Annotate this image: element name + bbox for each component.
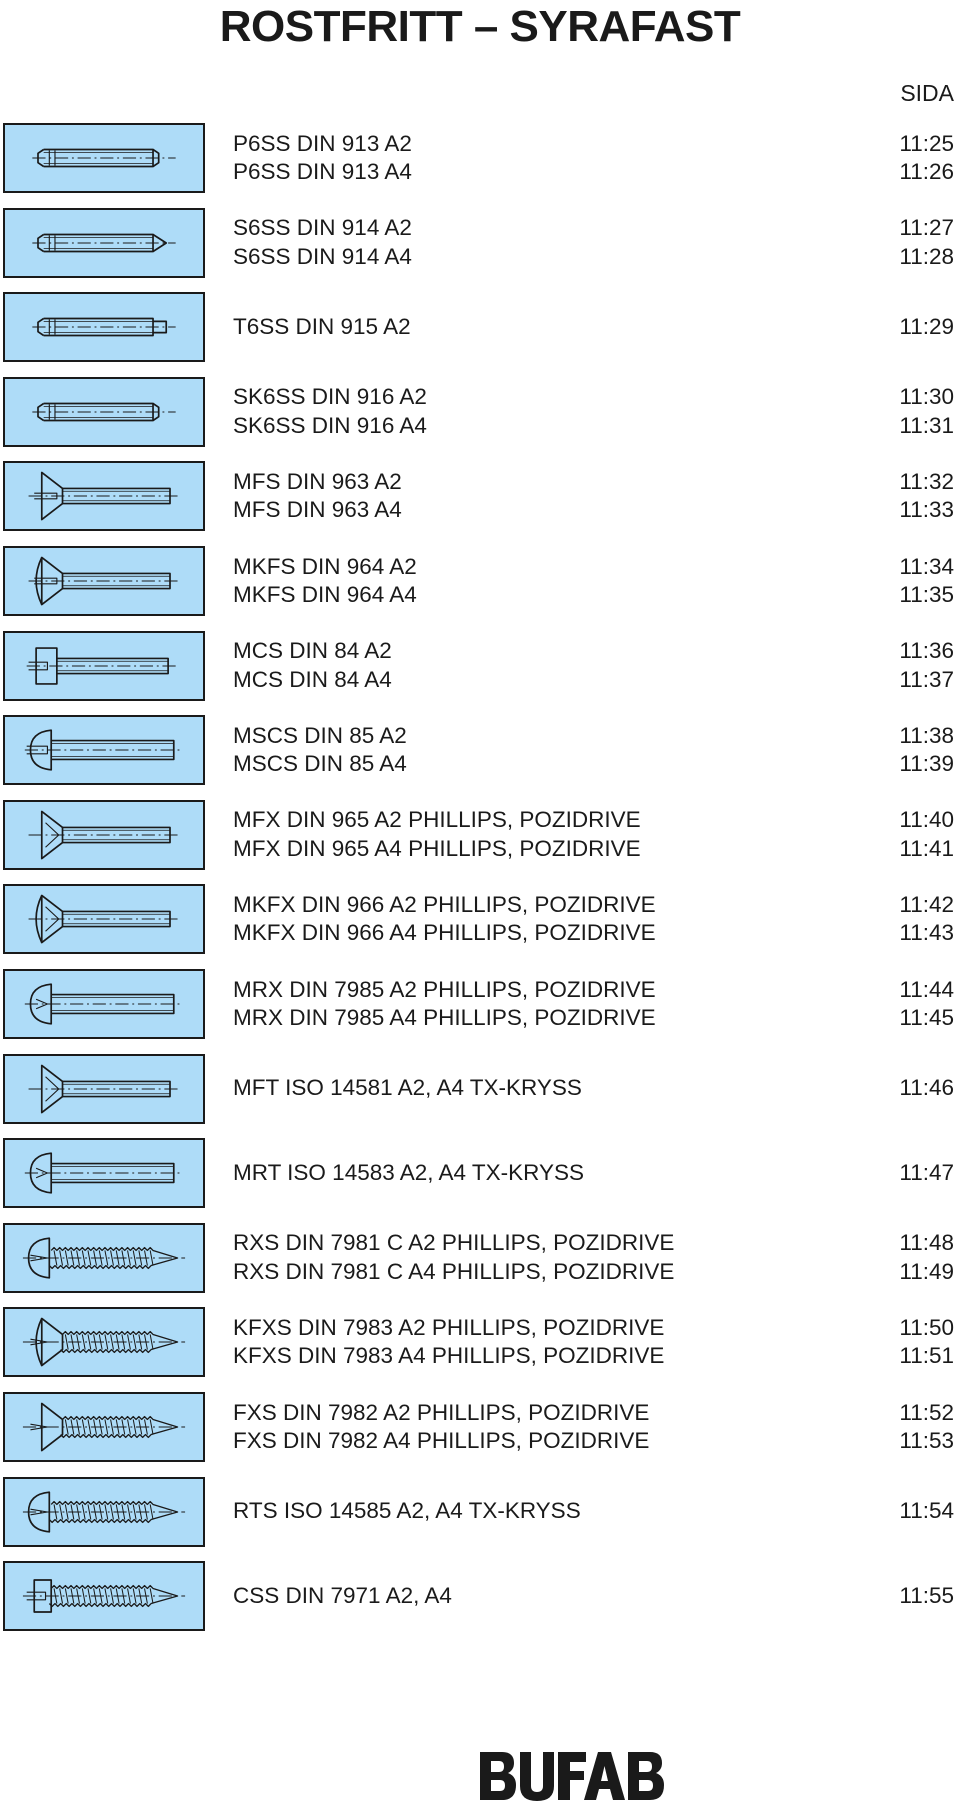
product-row xyxy=(0,800,960,874)
page-reference: 11:37 xyxy=(899,666,954,692)
product-line xyxy=(233,1314,954,1343)
product-thumbnail xyxy=(3,884,205,954)
product-row xyxy=(0,1054,960,1128)
product-line xyxy=(233,750,954,779)
product-name: P6SS DIN 913 A2 xyxy=(233,130,412,156)
page-reference: 11:32 xyxy=(899,468,954,494)
product-row xyxy=(0,377,960,451)
countersunk-torx-screw-icon xyxy=(5,1056,203,1122)
product-line xyxy=(233,1229,954,1258)
page-reference: 11:50 xyxy=(899,1314,954,1340)
product-name: MRX DIN 7985 A4 PHILLIPS, POZIDRIVE xyxy=(233,1005,656,1030)
product-thumbnail xyxy=(3,1561,205,1631)
product-line xyxy=(233,919,954,948)
product-thumbnail xyxy=(3,208,205,278)
product-name: MKFS DIN 964 A4 xyxy=(233,582,417,607)
page-title: ROSTFRITT – SYRAFAST xyxy=(219,2,741,51)
page-reference: 11:34 xyxy=(899,553,954,579)
page-reference: 11:35 xyxy=(899,582,954,607)
product-name: P6SS DIN 913 A4 xyxy=(233,159,412,184)
product-line xyxy=(233,1074,954,1103)
page-reference: 11:40 xyxy=(899,807,954,833)
product-row xyxy=(0,631,960,705)
page-reference: 11:55 xyxy=(899,1582,954,1608)
product-name: MFX DIN 965 A2 PHILLIPS, POZIDRIVE xyxy=(233,807,641,833)
page-reference: 11:51 xyxy=(899,1343,954,1369)
page-reference: 11:53 xyxy=(899,1428,954,1453)
product-name: MRT ISO 14583 A2, A4 TX-KRYSS xyxy=(233,1159,585,1185)
page-reference: 11:27 xyxy=(899,215,954,241)
page-reference: 11:26 xyxy=(899,159,954,184)
page-reference: 11:47 xyxy=(899,1159,954,1185)
product-line xyxy=(233,1258,954,1287)
set-screw-cone-point-icon xyxy=(5,210,203,276)
product-row xyxy=(0,1307,960,1381)
product-name: RXS DIN 7981 C A4 PHILLIPS, POZIDRIVE xyxy=(233,1258,675,1284)
cheese-head-slotted-screw-icon xyxy=(5,633,203,699)
product-row xyxy=(0,1138,960,1212)
page-reference: 11:25 xyxy=(899,130,954,156)
product-name: MKFS DIN 964 A2 xyxy=(233,553,417,579)
product-line xyxy=(233,496,954,525)
page-reference: 11:39 xyxy=(899,751,954,777)
product-row xyxy=(0,884,960,958)
product-name: MFS DIN 963 A4 xyxy=(233,497,402,523)
product-name: FXS DIN 7982 A2 PHILLIPS, POZIDRIVE xyxy=(233,1399,650,1425)
product-row xyxy=(0,715,960,789)
product-row xyxy=(0,969,960,1043)
product-line xyxy=(233,1497,954,1526)
pan-head-torx-tapping-screw-icon xyxy=(5,1479,203,1545)
product-line xyxy=(233,214,954,243)
page-reference: 11:48 xyxy=(899,1230,954,1256)
page-reference: 11:43 xyxy=(899,920,954,946)
product-row xyxy=(0,1392,960,1466)
page-reference: 11:38 xyxy=(899,722,954,748)
product-thumbnail xyxy=(3,631,205,701)
set-screw-dog-point-icon xyxy=(5,294,203,360)
product-name: MSCS DIN 85 A4 xyxy=(233,751,407,777)
page-reference: 11:54 xyxy=(899,1498,954,1524)
product-row xyxy=(0,461,960,535)
product-row xyxy=(0,208,960,282)
product-thumbnail xyxy=(3,461,205,531)
product-line xyxy=(233,835,954,864)
page-reference: 11:46 xyxy=(899,1075,954,1101)
product-line xyxy=(233,1582,954,1611)
set-screw-cup-point-icon xyxy=(5,379,203,445)
countersunk-cross-screw-icon xyxy=(5,802,203,868)
product-thumbnail xyxy=(3,1138,205,1208)
product-thumbnail xyxy=(3,123,205,193)
product-line xyxy=(233,1159,954,1188)
product-name: RTS ISO 14585 A2, A4 TX-KRYSS xyxy=(233,1498,581,1524)
raised-countersunk-cross-screw-icon xyxy=(5,886,203,952)
product-line xyxy=(233,637,954,666)
product-name: T6SS DIN 915 A2 xyxy=(233,313,411,339)
product-name: S6SS DIN 914 A4 xyxy=(233,243,412,269)
page-reference: 11:33 xyxy=(899,497,954,523)
product-name: S6SS DIN 914 A2 xyxy=(233,215,412,241)
page-reference: 11:36 xyxy=(899,638,954,664)
product-thumbnail xyxy=(3,800,205,870)
product-line xyxy=(233,976,954,1005)
product-name: MFT ISO 14581 A2, A4 TX-KRYSS xyxy=(233,1075,582,1101)
product-name: MKFX DIN 966 A2 PHILLIPS, POZIDRIVE xyxy=(233,891,656,917)
product-thumbnail xyxy=(3,969,205,1039)
pan-head-cross-screw-icon xyxy=(5,971,203,1037)
product-row xyxy=(0,292,960,366)
product-name: FXS DIN 7982 A4 PHILLIPS, POZIDRIVE xyxy=(233,1428,650,1453)
bufab-logo xyxy=(480,1748,680,1804)
product-thumbnail xyxy=(3,1307,205,1377)
page-reference: 11:41 xyxy=(899,835,954,861)
page-reference: 11:49 xyxy=(899,1258,954,1284)
product-line xyxy=(233,130,954,159)
product-line xyxy=(233,722,954,751)
product-name: SK6SS DIN 916 A4 xyxy=(233,412,427,438)
product-line xyxy=(233,383,954,412)
product-name: CSS DIN 7971 A2, A4 xyxy=(233,1582,452,1608)
product-line xyxy=(233,412,954,441)
raised-countersunk-tapping-screw-icon xyxy=(5,1309,203,1375)
product-line xyxy=(233,158,954,187)
product-name: RXS DIN 7981 C A2 PHILLIPS, POZIDRIVE xyxy=(233,1230,675,1256)
product-line xyxy=(233,1004,954,1033)
cheese-head-tapping-screw-icon xyxy=(5,1563,203,1629)
product-name: SK6SS DIN 916 A2 xyxy=(233,384,427,410)
page-column-header: SIDA xyxy=(900,80,954,106)
product-line xyxy=(233,891,954,920)
product-name: KFXS DIN 7983 A2 PHILLIPS, POZIDRIVE xyxy=(233,1314,665,1340)
product-row xyxy=(0,1561,960,1635)
page-reference: 11:29 xyxy=(899,313,954,339)
product-name: MRX DIN 7985 A2 PHILLIPS, POZIDRIVE xyxy=(233,976,656,1002)
page-reference: 11:45 xyxy=(899,1005,954,1030)
product-row xyxy=(0,1223,960,1297)
product-line xyxy=(233,806,954,835)
page-reference: 11:31 xyxy=(899,412,954,438)
product-line xyxy=(233,313,954,342)
product-line xyxy=(233,1427,954,1456)
product-line xyxy=(233,243,954,272)
set-screw-flat-point-icon xyxy=(5,125,203,191)
product-thumbnail xyxy=(3,292,205,362)
product-name: MFX DIN 965 A4 PHILLIPS, POZIDRIVE xyxy=(233,835,641,861)
raised-countersunk-slotted-screw-icon xyxy=(5,548,203,614)
product-line xyxy=(233,581,954,610)
page-reference: 11:28 xyxy=(899,243,954,269)
product-thumbnail xyxy=(3,1477,205,1547)
product-line xyxy=(233,553,954,582)
product-line xyxy=(233,1399,954,1428)
pan-head-torx-screw-icon xyxy=(5,1140,203,1206)
product-thumbnail xyxy=(3,377,205,447)
product-name: MSCS DIN 85 A2 xyxy=(233,722,407,748)
countersunk-tapping-screw-icon xyxy=(5,1394,203,1460)
product-thumbnail xyxy=(3,1392,205,1462)
product-name: MKFX DIN 966 A4 PHILLIPS, POZIDRIVE xyxy=(233,920,656,946)
product-row xyxy=(0,123,960,197)
pan-head-tapping-screw-icon xyxy=(5,1225,203,1291)
product-name: MCS DIN 84 A4 xyxy=(233,666,392,692)
product-thumbnail xyxy=(3,546,205,616)
product-thumbnail xyxy=(3,1054,205,1124)
product-row xyxy=(0,1477,960,1551)
page-reference: 11:52 xyxy=(899,1399,954,1425)
pan-head-slotted-screw-icon xyxy=(5,717,203,783)
page-reference: 11:44 xyxy=(899,976,954,1002)
product-name: MFS DIN 963 A2 xyxy=(233,468,402,494)
page-reference: 11:42 xyxy=(899,891,954,917)
page-reference: 11:30 xyxy=(899,384,954,410)
countersunk-slotted-screw-icon xyxy=(5,463,203,529)
product-thumbnail xyxy=(3,715,205,785)
product-row xyxy=(0,546,960,620)
product-line xyxy=(233,666,954,695)
product-line xyxy=(233,468,954,497)
product-name: MCS DIN 84 A2 xyxy=(233,638,392,664)
product-line xyxy=(233,1342,954,1371)
product-name: KFXS DIN 7983 A4 PHILLIPS, POZIDRIVE xyxy=(233,1343,665,1369)
product-thumbnail xyxy=(3,1223,205,1293)
